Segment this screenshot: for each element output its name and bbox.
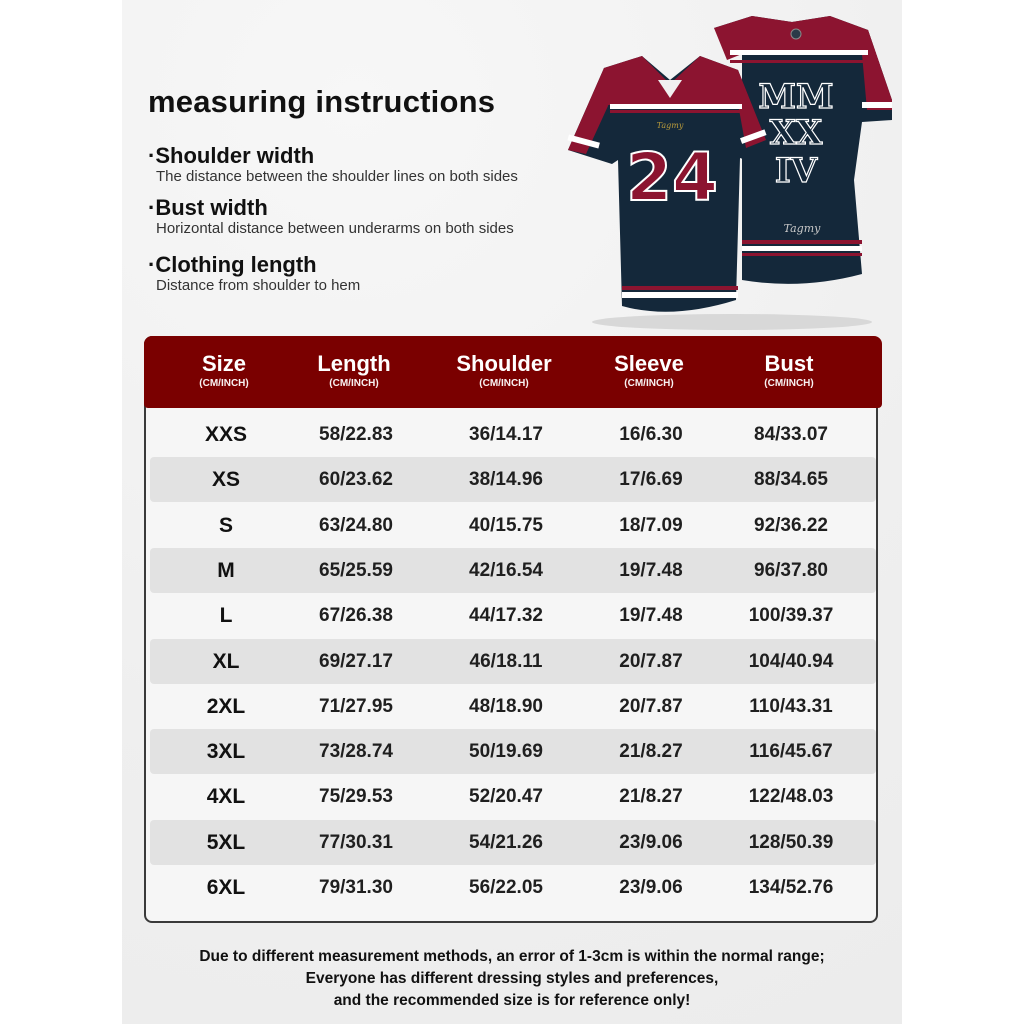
instruction-description: Horizontal distance between underarms on both sides [156, 220, 514, 237]
product-image [562, 10, 902, 330]
cell-length: 73/28.74 [319, 741, 393, 763]
cell-length: 63/24.80 [319, 514, 393, 536]
cell-sleeve: 20/7.87 [619, 695, 683, 717]
cell-shoulder: 40/15.75 [469, 514, 543, 536]
back-brand-script: Tagmy [783, 222, 821, 235]
instruction-shoulder-width [148, 144, 518, 186]
table-row [150, 820, 876, 865]
back-text-line: MM [758, 77, 834, 117]
cell-sleeve: 17/6.69 [619, 469, 683, 491]
cell-sleeve: 21/8.27 [619, 786, 683, 808]
front-brand-script: Tagmy [656, 121, 684, 130]
cell-shoulder: 52/20.47 [469, 786, 543, 808]
table-row [150, 412, 876, 457]
cell-size: XXS [204, 423, 248, 446]
cell-shoulder: 54/21.26 [469, 831, 543, 853]
cell-size: 4XL [206, 785, 246, 809]
cell-bust: 96/37.80 [754, 559, 828, 581]
cell-sleeve: 23/9.06 [619, 877, 683, 898]
column-label: Sleeve [614, 351, 684, 376]
size-table [144, 336, 878, 923]
cell-size: XS [211, 468, 240, 492]
cell-size: S [218, 513, 233, 537]
table-row [150, 729, 876, 774]
cell-sleeve: 16/6.30 [619, 424, 683, 445]
column-header-shoulder [434, 336, 574, 408]
cell-sleeve: 19/7.48 [619, 605, 683, 627]
disclaimer-line: Everyone has different dressing styles and preferences, [305, 970, 719, 987]
cell-length: 65/25.59 [319, 559, 393, 581]
instruction-description: The distance between the shoulder lines on both sides [156, 168, 518, 185]
cell-length: 77/30.31 [319, 831, 393, 853]
cell-length: 75/29.53 [319, 786, 393, 808]
size-table-header [144, 336, 882, 408]
column-label: Size [201, 351, 247, 376]
cell-length: 60/23.62 [319, 469, 393, 491]
instruction-description: Distance from shoulder to hem [156, 277, 361, 294]
instruction-heading: ·Clothing length [148, 252, 317, 277]
cell-length: 79/31.30 [319, 877, 393, 898]
table-row [150, 684, 876, 729]
table-row [150, 548, 876, 593]
instruction-heading: ·Bust width [148, 195, 268, 220]
cell-sleeve: 19/7.48 [619, 559, 683, 581]
column-header-bust [729, 336, 849, 408]
jersey-illustration [562, 10, 902, 330]
cell-shoulder: 46/18.11 [469, 650, 543, 672]
cell-size: 3XL [206, 740, 246, 764]
cell-bust: 104/40.94 [748, 650, 834, 672]
column-unit: (CM/INCH) [199, 378, 249, 389]
cell-shoulder: 44/17.32 [469, 605, 543, 627]
instruction-clothing-length [148, 253, 360, 295]
front-jersey [567, 56, 766, 312]
cell-shoulder: 56/22.05 [469, 877, 543, 898]
cell-size: L [219, 604, 233, 628]
page-title: measuring instructions [148, 84, 496, 119]
shadow [592, 314, 872, 330]
column-unit: (CM/INCH) [329, 378, 379, 389]
instruction-heading: ·Shoulder width [148, 143, 315, 168]
cell-length: 58/22.83 [319, 424, 393, 445]
cell-size: M [217, 558, 235, 582]
column-unit: (CM/INCH) [624, 378, 674, 389]
cell-bust: 88/34.65 [754, 469, 828, 491]
back-text-line: XX [769, 113, 823, 153]
table-row [150, 865, 876, 910]
disclaimer [122, 946, 902, 1012]
table-row [150, 593, 876, 638]
disclaimer-line: Due to different measurement methods, an error of 1-3cm is within the normal range; [199, 948, 825, 965]
column-unit: (CM/INCH) [479, 378, 529, 389]
back-text-line: IV [774, 151, 818, 191]
cell-bust: 134/52.76 [748, 877, 834, 898]
cell-length: 71/27.95 [319, 695, 393, 717]
cell-bust: 122/48.03 [748, 786, 834, 808]
column-header-sleeve [589, 336, 709, 408]
cell-length: 67/26.38 [319, 605, 393, 627]
cell-size: XL [212, 649, 240, 673]
column-header-size [164, 336, 284, 408]
cell-shoulder: 48/18.90 [469, 695, 543, 717]
cell-bust: 100/39.37 [748, 605, 834, 627]
cell-sleeve: 23/9.06 [619, 831, 683, 853]
cell-shoulder: 38/14.96 [469, 469, 543, 491]
cell-size: 5XL [206, 830, 246, 854]
cell-bust: 116/45.67 [749, 741, 833, 763]
table-row [150, 503, 876, 548]
cell-sleeve: 20/7.87 [619, 650, 683, 672]
column-label: Length [317, 351, 391, 376]
table-row [150, 774, 876, 819]
disclaimer-line: and the recommended size is for reference only! [333, 992, 691, 1009]
cell-bust: 110/43.31 [749, 695, 833, 717]
cell-length: 69/27.17 [319, 650, 393, 672]
cell-shoulder: 50/19.69 [469, 741, 543, 763]
column-header-length [294, 336, 414, 408]
cell-sleeve: 18/7.09 [619, 514, 683, 536]
column-label: Bust [764, 351, 814, 376]
cell-shoulder: 42/16.54 [469, 559, 543, 581]
table-row [150, 639, 876, 684]
front-number: 24 [626, 139, 718, 216]
column-label: Shoulder [456, 351, 552, 376]
instruction-bust-width [148, 196, 514, 238]
cell-sleeve: 21/8.27 [619, 741, 683, 763]
cell-bust: 128/50.39 [748, 831, 834, 853]
cell-bust: 84/33.07 [754, 424, 828, 445]
cell-size: 2XL [206, 694, 246, 718]
cell-shoulder: 36/14.17 [469, 424, 543, 445]
cell-size: 6XL [206, 876, 246, 899]
column-unit: (CM/INCH) [764, 378, 814, 389]
table-row [150, 457, 876, 502]
cell-bust: 92/36.22 [754, 514, 828, 536]
